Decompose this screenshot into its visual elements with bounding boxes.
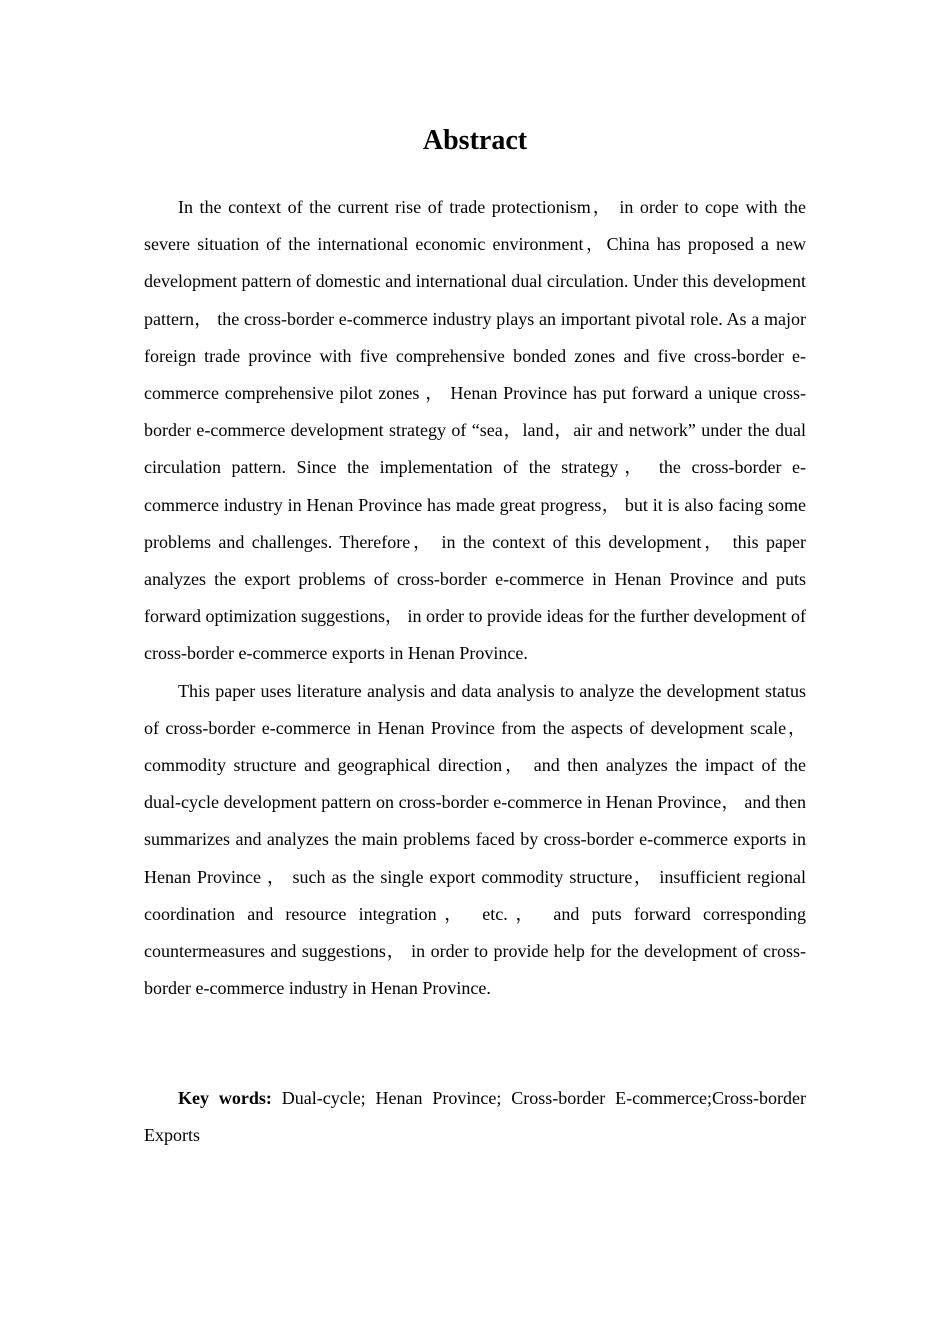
- keywords-line: [144, 1080, 806, 1154]
- abstract-paragraph-2: This paper uses literature analysis and data analysis to analyze the development status of cross-border e-commerce in Henan Province from the aspects of development scale， commodity structure and geographical direction， and then analyzes the impact of the dual-cycle development pattern on cross-border e-commerce in Henan Province， and then summarizes and analyzes the main problems faced by cross-border e-commerce exports in Henan Province ， such as the single export commodity structure， insufficient regional coordination and resource integration， etc.， and puts forward corresponding countermeasures and suggestions， in order to provide help for the development of cross-border e-commerce industry in Henan Province.: [144, 680, 806, 999]
- keywords-label: Key words:: [178, 1088, 272, 1108]
- abstract-body: [144, 189, 806, 1007]
- keywords-text: Dual-cycle; Henan Province; Cross-border E-commerce;Cross-border Exports: [144, 1088, 807, 1146]
- abstract-paragraph-1: In the context of the current rise of trade protectionism， in order to cope with the severe situation of the international economic environment，China has proposed a new development pattern of domestic and international dual circulation. Under this development pattern， the cross-border e-commerce industry plays an important pivotal role. As a major foreign trade province with five comprehensive bonded zones and five cross-border e-commerce comprehensive pilot zones ， Henan Province has put forward a unique cross-border e-commerce development strategy of “sea，land，air and network” under the dual circulation pattern. Since the implementation of the strategy， the cross-border e-commerce industry in Henan Province has made great progress， but it is also facing some problems and challenges. Therefore， in the context of this development， this paper analyzes the export problems of cross-border e-commerce in Henan Province and puts forward optimization suggestions， in order to provide ideas for the further development of cross-border e-commerce exports in Henan Province.: [144, 197, 806, 664]
- abstract-title: Abstract: [422, 125, 528, 156]
